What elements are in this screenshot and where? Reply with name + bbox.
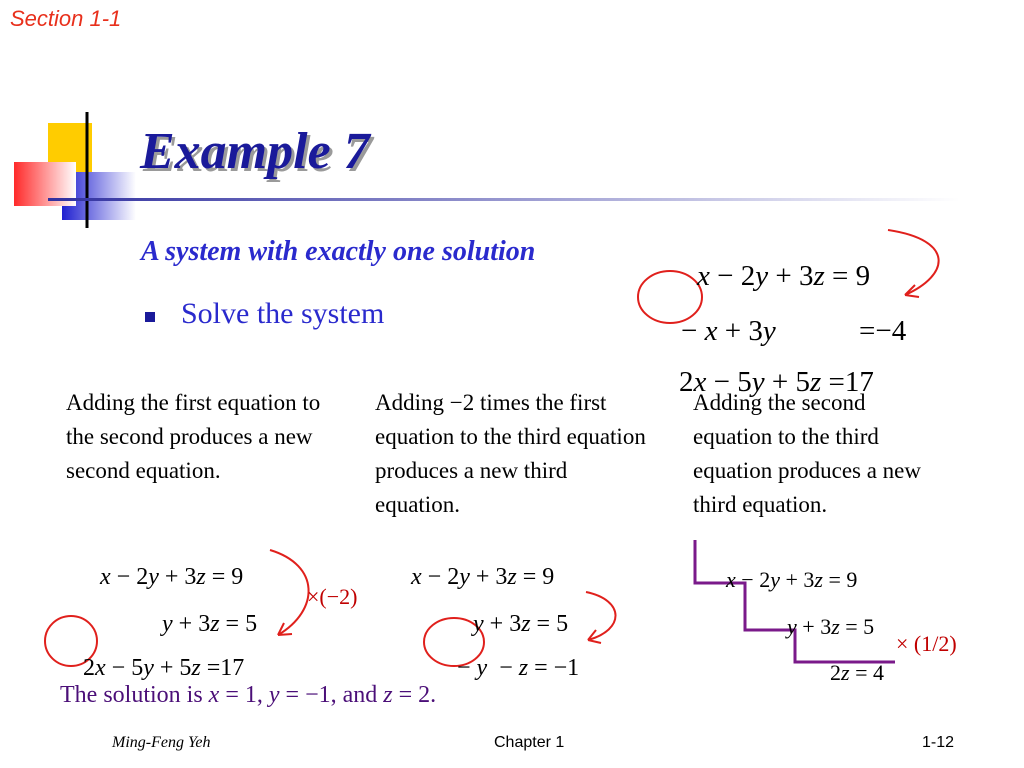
step2-eq2: y + 3z = 5 [473,611,569,637]
footer-author: Ming-Feng Yeh [112,734,211,751]
footer-page-number: 1-12 [922,734,955,751]
system-eq1: x − 2y + 3z = 9 [697,260,871,292]
step3-description: Adding the second equation to the third equation produces a new third equation. [693,390,922,517]
step1-eq3: 2x − 5y + 5z =17 [83,655,245,681]
step1-eq1: x − 2y + 3z = 9 [100,564,244,590]
step2-eq3: − y − z = −1 [457,655,580,681]
slide-title: Example 7 [140,123,370,180]
step3-eq2: y + 3z = 5 [787,614,875,639]
step1-description: Adding the first equation to the second produces a new second equation. [66,390,321,483]
system-eq2: − x + 3y [681,315,776,347]
arrow-step2 [586,592,616,640]
step2-eq1: x − 2y + 3z = 9 [411,564,555,590]
system-eq3: 2x − 5y + 5z =17 [679,366,874,398]
solution-statement: The solution is x = 1, y = −1, and z = 2. [60,682,437,708]
step3-eq1: x − 2y + 3z = 9 [726,567,858,592]
slide-subtitle: A system with exactly one solution [141,236,536,267]
system-eq2-rhs: =−4 [859,315,907,347]
step2-description: Adding −2 times the first equation to the third equation produces a new third equation. [375,390,646,517]
arrow-step1 [270,550,309,635]
section-label: Section 1-1 [10,6,122,31]
step3-eq3: 2z = 4 [830,660,884,685]
step1-multiplier: ×(−2) [307,584,358,609]
footer-chapter: Chapter 1 [494,734,565,751]
bullet-text: Solve the system [181,297,385,330]
bullet-square-icon [145,312,155,322]
step1-eq2: y + 3z = 5 [162,611,258,637]
step3-multiplier: × (1/2) [896,631,957,656]
